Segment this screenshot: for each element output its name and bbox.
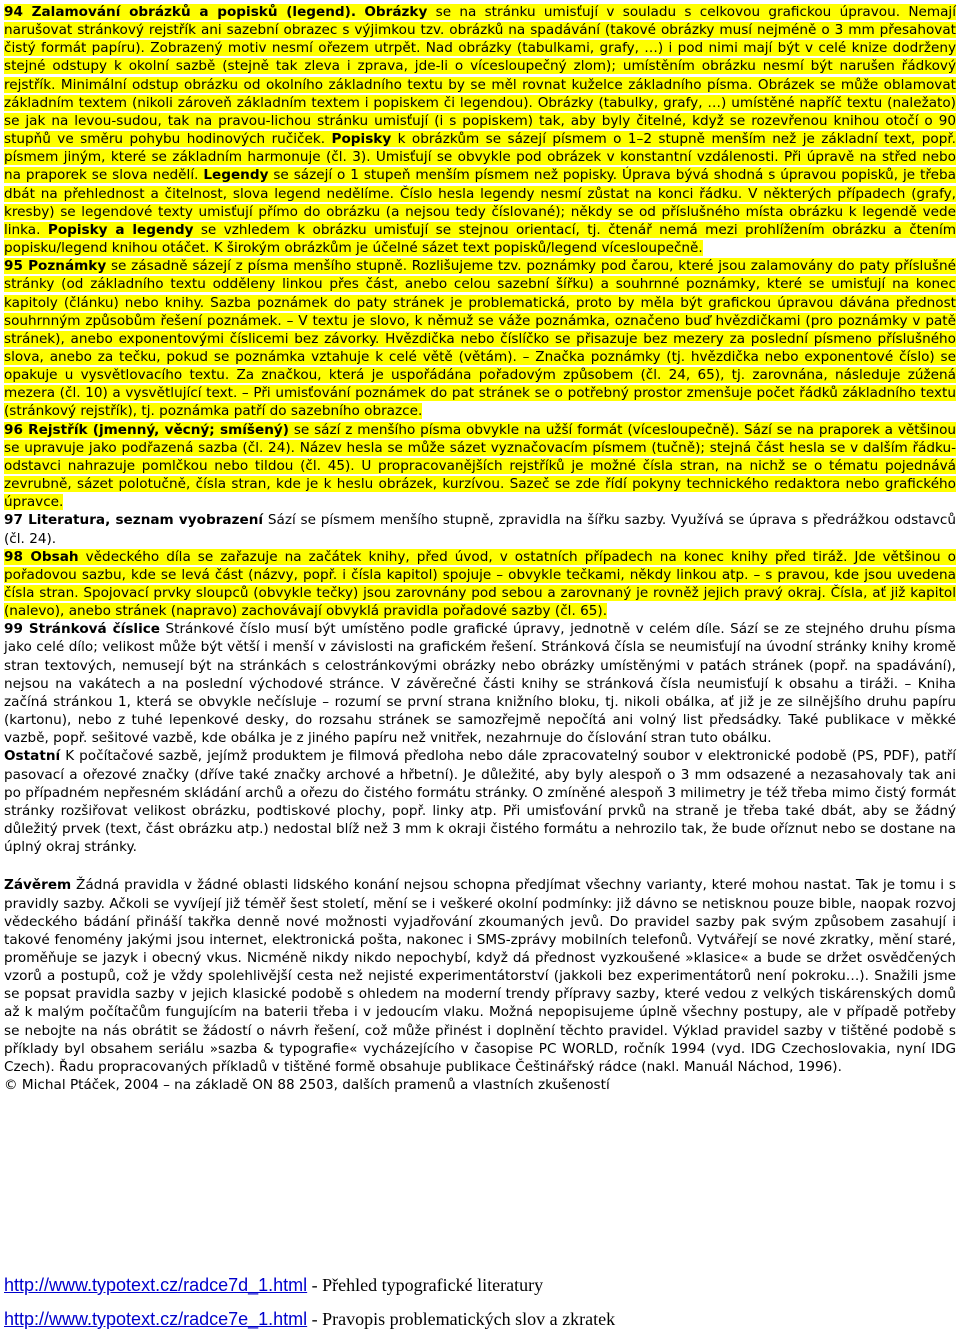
literature-link-desc: - Přehled typografické literatury	[307, 1275, 544, 1295]
section-run: Stránkové číslo musí být umístěno podle grafické úpravy, jednotně v celém díle. Sází se ze stejného druhu písma jako celé dílo; velikost může být větší i menší v závislosti na grafickém řešení. Stránková čísla se neumisťují na úvodní stránky knihy kromě stran textových, nemusejí být na stránkách s celostránkovými obrázky nebo obrázky umístěnými v patách stránek (popř. na spadávání), nejsou na vakátech a na poslední východové stránce. V závěrečné části knihy se stránková čísla neumisťují k obsahu a tiráži. – Kniha začíná stránkou 1, která se obvykle nečísluje – rozumí se první strana knižního bloku, tj. nikoli obálka, ať již je ze silnějšího druhu papíru (kartonu), nebo z tuhé lepenkové desky, do rozsahu stránek se samozřejmě nepočítá ani volný list předsádky. Také publikace v měkké vazbě, popř. sešitové vazbě, kde obálka je z jiného papíru než vnitřek, nezahrnuje do číslování stran tuto obálku.	[4, 621, 956, 747]
section-heading: Legendy	[203, 167, 269, 184]
closing-text: Žádná pravidla v žádné oblasti lidského konání nejsou schopna předjímat všechny varianty, které mohou nastat. Tak je tomu i s pravidly sazby. Ačkoli se vyvíjejí již téměř šest století, mění se i veškeré okolní podmínky: již dávno se netisknou pouze bible, naopak rozvoj vědeckého bádání přináší takřka denně nové možnosti vyjadřování zkoumaných jevů. Do pravidel sazby pak svým způsobem zasahují i takové fenomény jakými jsou internet, elektronická pošta, nakonec i SMS-zprávy mobilních telefonů. Vytvářejí se nové zkratky, mění staré, proměňuje se jazyk i obecný vkus. Nicméně nikdy nikdo nepochybí, když dá přednost vyzkoušené »klasice« a bude se držet osvědčených vzorů a postupů, což je vždy spolehlivější cesta než nejisté experimentátorství (jakkoli bez experimentátorů není pokroku…). Snažili jsme se popsat pravidla sazby v jejich klasické podobě s ohledem na moderní trendy přípravy sazby, které vedou z velkých tiskárenských domů až k malým počítačům fungujícím na baterii třeba i v jedoucím vlaku. Možná nepopisujeme úplně všechny postupy, ale v případě potřeby se nebojte na nás obrátit se žádostí o návrh řešení, což může přinést i doplnění těchto pravidel. Výklad pravidel sazby v tištěné podobě s příklady byl obsahem seriálu »sazba & typografie« vycházejícího v časopise PC WORLD, ročník 1994 (vyd. IDG Czechoslovakia, nyní IDG Czech). Řadu propracovaných příkladů v tištěné formě obsahuje publikace Češtinářský rádce (nakl. Manuál Náchod, 1996).	[4, 877, 956, 1075]
literature-link[interactable]: http://www.typotext.cz/radce7d_1.html	[4, 1275, 308, 1295]
section-run: vědeckého díla se zařazuje na začátek knihy, před úvod, v ostatních případech na konec knihy před tiráž. Jde většinou o pořadovou sazbu, kde se levá část (názvy, popř. i čísla kapitol) spojuje – obvykle tečkami, někdy linkou atp. – s pravou, kde jsou uvedena čísla stran. Spojovací prvky sloupců (obvykle tečky) jsou zarovnány pod sebou a zarovnaný je rovněž jejich pravý okraj. Čísla, ať již kapitol (nalevo), anebo stránek (napravo) zachovávají obvyklá pravidla pořadové sazby (čl. 65).	[4, 548, 956, 620]
section-run: Sází se písmem menšího stupně, zpravidla na šířku sazby. Využívá se úprava s předrážkou odstavců (čl. 24).	[4, 512, 956, 547]
section-run: se zásadně sázejí z písma menšího stupně. Rozlišujeme tzv. poznámky pod čarou, které jsou zalamovány do paty příslušné stránky (od základního textu odděleny linkou přes část, anebo celou sazební šířku) a souhrnné poznámky, které se umisťují na konec kapitoly (článku) nebo knihy. Sazba poznámek do paty stránek je problematická, proto by měla být grafickou úpravou dávána přednost souhrnným způsobům řešení poznámek. – V textu je slovo, k němuž se váže poznámka, označeno buď hvězdičkami (pro poznámky v patě stránek), anebo exponentovými číslicemi bez závorky. Hvězdička nebo číslíčko se přisazuje bez mezery za poslední písmeno příslušného slova, anebo za tečku, pokud se poznámka vztahuje k celé větě (větám). – Značka poznámky (tj. hvězdička nebo exponentové číslo) se opakuje u vysvětlovacího textu. Za značkou, která je uspořádána pořadovým způsobem (čl. 24, 65), tj. zarovnána, následuje zúžená mezera (čl. 10) a vysvětlující text. – Při umisťování poznámek do pat stránek se o potřebný prostor zmenšuje počet řádků základního textu (stránkový rejstřík), tj. poznámka patří do sazebního obrazce.	[4, 258, 956, 420]
spelling-link[interactable]: http://www.typotext.cz/radce7e_1.html	[4, 1309, 308, 1329]
section-run: se sázejí o 1 stupeň menším písmem než popisky. Úprava bývá shodná s úpravou popisků, je třeba dbát na přehlednost a čitelnost, slova legend nedělíme. Číslo hesla legendy nesmí zůstat na konci řádku. V některých případech (grafy, kresby) se legendové texty umisťují přímo do obrázku (a nejsou tedy číslované); někdy se od příslušného místa obrázku k legendě vede linka.	[4, 167, 956, 238]
copyright-line: © Michal Ptáček, 2004 – na základě ON 88 2503, dalších pramenů a vlastních zkušeností	[4, 1077, 610, 1094]
section-paragraph	[4, 548, 956, 621]
section-paragraph	[4, 421, 956, 512]
section-paragraph	[4, 747, 956, 856]
section-heading: 95 Poznámky	[4, 258, 107, 275]
section-heading: Obrázky	[364, 4, 428, 20]
closing-heading: Závěrem	[4, 877, 72, 894]
section-heading: 97 Literatura, seznam vyobrazení	[4, 512, 264, 529]
section-run: se sází z menšího písma obvykle na užší formát (vícesloupečně). Sází se na praporek a většinou se upravuje jako podřazená sazba (čl. 24). Název hesla se může sázet vyznačovacím písmem (tučně); stejná část hesla se v dalším řádku-odstavci nahrazuje pomlčkou nebo tildou (čl. 45). U propracovanějších rejstříků je možné čísla stran, na nichž se o tématu pojednává zevrubně, sázet polotučně, čísla stran, kde je k heslu obrázek, kurzívou. Sazeč se zde řídí pokyny technického redaktora nebo grafického úpravce.	[4, 421, 956, 511]
link-row-2	[4, 1308, 956, 1330]
section-text	[4, 422, 956, 511]
section-run: se vzhledem k obrázku umisťují se stejnou orientací, tj. čtenář nemá mezi prohlížením obrázku a čtením popisku/legend knihou otáčet. K širokým obrázkům je účelné sázet text popisků/legend vícesloupečně.	[4, 221, 956, 257]
section-run: se na stránku umisťují v souladu s celkovou grafickou úpravou. Nemají narušovat stránkový rejstřík ani sazební obrazec s výjimkou tzv. obrázků na spadávání (takové obrázky musí nejméně o 3 mm přesahovat čistý formát papíru). Zobrazený motiv nesmí ořezem utrpět. Nad obrázky (tabulkami, grafy, …) i pod nimi mají být v celé knize dodrženy stejné odstupy k okolní sazbě (stejně tak zleva i zprava, jde-li o vícesloupečný zlom); umístěním obrázku nesmí být narušen řádkový rejstřík. Minimální odstup obrázku od okolního základního textu by se měl rovnat kuželce základního písma. Obrázek se může oblamovat základním textem (nikoli zároveň základním textem i popiskem či legendou). Obrázky (tabulky, grafy, …) umístěné napříč textu (naležato) se jak na levou-sudou, tak na pravou-lichou stránku umisťují (i s popiskem) tak, aby byly čitelné, když se rozevřenou knihou otočí o 90 stupňů ve směru pohybu hodinových ručiček.	[4, 4, 956, 148]
section-paragraph	[4, 620, 956, 747]
section-heading: Ostatní	[4, 748, 61, 765]
section-heading: 94 Zalamování obrázků a popisků (legend).	[4, 4, 357, 20]
document-body	[4, 3, 956, 1094]
section-heading: 99 Stránková číslice	[4, 621, 161, 638]
section-text	[4, 258, 956, 419]
rules-sections	[4, 3, 956, 856]
link-row-1	[4, 1274, 956, 1296]
section-paragraph	[4, 3, 956, 257]
section-text	[4, 748, 956, 855]
section-paragraph	[4, 257, 956, 420]
section-text	[4, 621, 956, 746]
spelling-link-desc: - Pravopis problematických slov a zkratek	[307, 1309, 616, 1329]
closing-paragraph	[4, 876, 956, 1076]
section-text	[4, 4, 956, 256]
section-run: K počítačové sazbě, jejímž produktem je filmová předloha nebo dále zpracovatelný soubor v elektronické podobě (PS, PDF), patří pasovací a ořezové značky (dříve také značky archové a hřbetní). Je důležité, aby byly alespoň o 3 mm odsazené a nezasahovaly tak ani po případném nepřesném skládání archů a ořezu do čistého formátu stránky. O zmíněné alespoň 3 milimetry je též třeba mimo čistý formát stránky rozšiřovat velikost obrázku, podtiskové plochy, popř. linky atp. Při umisťování prvků na straně je třeba také dbát, aby se žádný důležitý prvek (text, část obrázku atp.) nedostal blíž než 3 mm k okraji čistého formátu a nehrozilo tak, že bude oříznut nebo se dostane na úplný okraj stránky.	[4, 748, 956, 856]
section-text	[4, 512, 956, 546]
section-heading: 98 Obsah	[4, 548, 79, 565]
section-heading: Popisky	[331, 131, 392, 148]
section-heading: 96 Rejstřík (jmenný, věcný; smíšený)	[4, 421, 289, 438]
section-run: k obrázkům se sázejí písmem o 1–2 stupně menším než je základní text, popř. písmem jiným, které se základním harmonuje (čl. 3). Umisťují se obvykle pod obrázek v konstantní vzdálenosti. Při úpravě na střed nebo na praporek se slova nedělí.	[4, 131, 956, 184]
section-text	[4, 549, 956, 619]
spacer	[4, 856, 956, 876]
section-heading: Popisky a legendy	[47, 221, 194, 238]
section-paragraph	[4, 511, 956, 547]
